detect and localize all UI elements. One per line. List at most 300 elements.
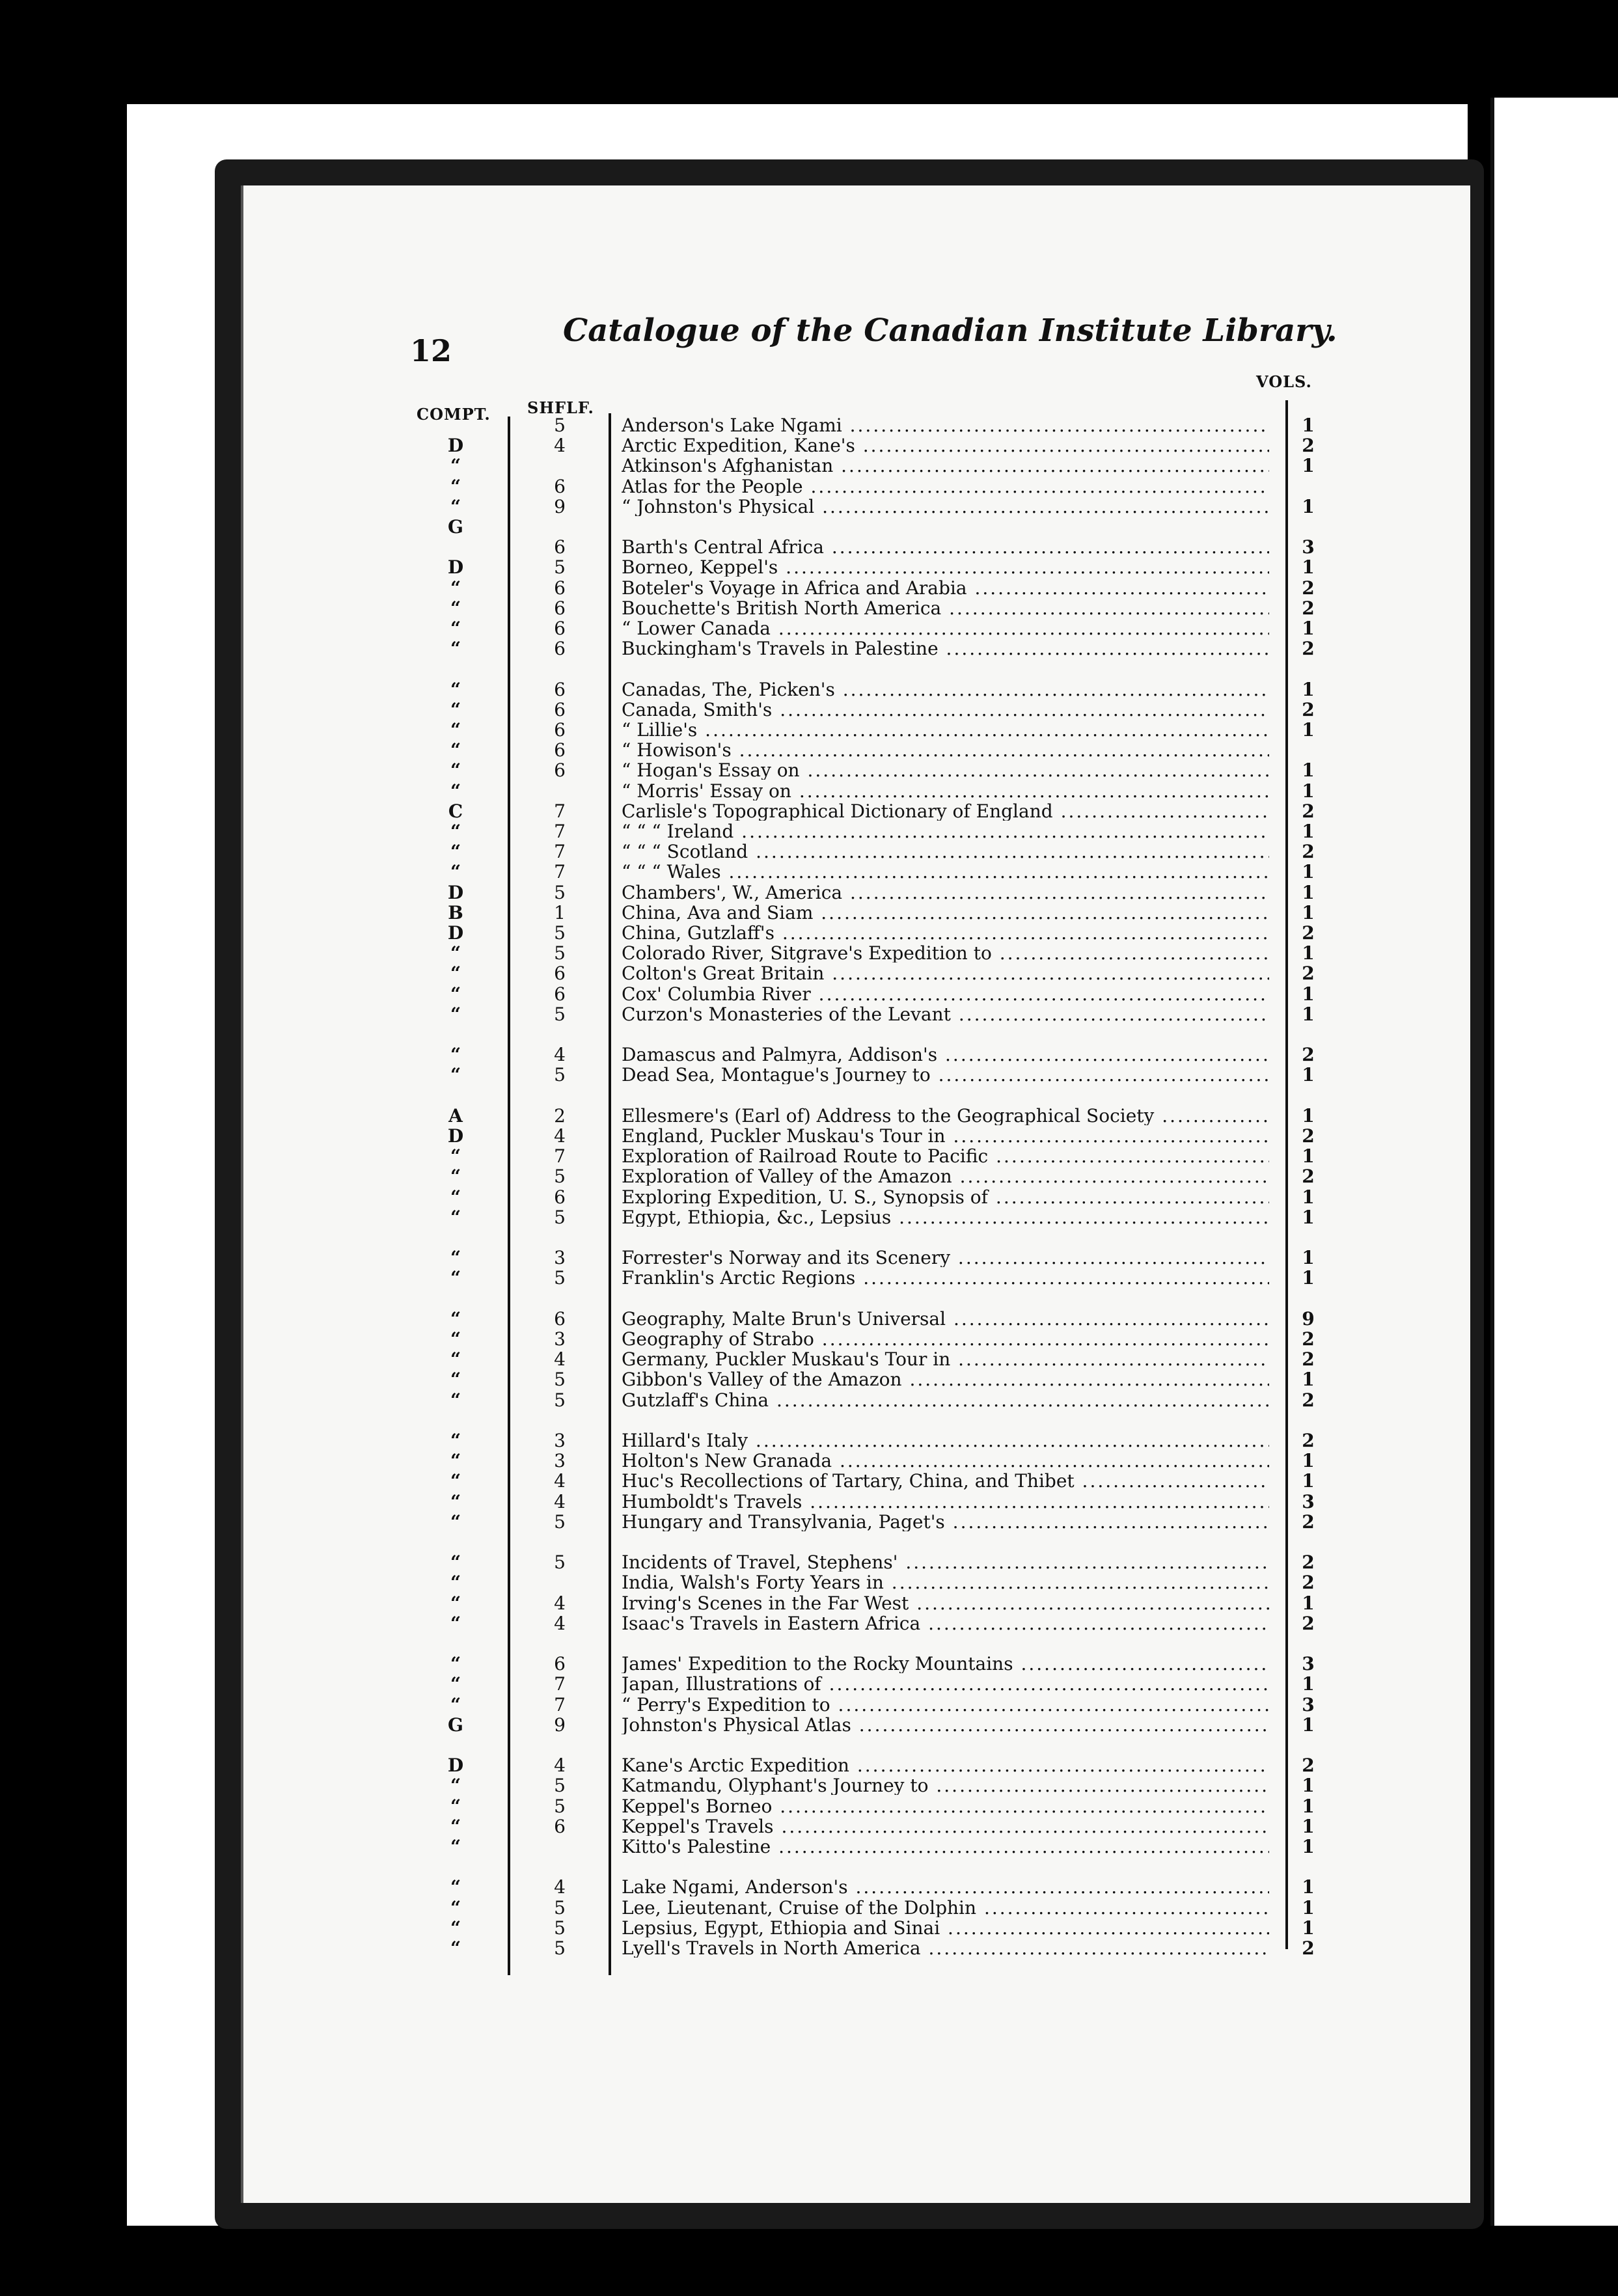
title-cell: Exploration of Valley of the Amazon ..... [622,1168,1269,1186]
compartment-cell: “ [450,780,461,802]
title-cell: Gibbon's Valley of the Amazon ..... [622,1371,1269,1389]
shelf-cell: 7 [554,821,566,842]
shelf-cell: 4 [554,1592,566,1614]
title-leader [622,1432,1269,1450]
title-leader [622,478,1269,496]
title-cell: India, Walsh's Forty Years in ..... [622,1574,1269,1592]
shelf-cell: 9 [554,496,566,517]
table-row [417,1939,1334,1958]
shelf-cell: 5 [554,1166,566,1187]
title-cell: Kane's Arctic Expedition ..... [622,1756,1269,1775]
title-leader [622,1615,1269,1633]
table-row [417,1574,1334,1592]
title-leader [622,1209,1269,1227]
title-cell: Colorado River, Sitgrave's Expedition to ..... [622,944,1269,963]
compartment-cell: “ [450,821,461,842]
compartment-cell: “ [450,1592,461,1614]
title-leader [622,741,1269,759]
shelf-cell: 4 [554,435,566,456]
table-row [417,1371,1334,1389]
compartment-cell: “ [450,455,461,476]
volumes-cell: 1 [1302,1369,1315,1390]
title-leader [622,944,1269,963]
volumes-cell: 1 [1302,1673,1315,1695]
title-leader [622,1655,1269,1673]
volumes-cell: 2 [1302,1755,1315,1776]
shelf-cell: 6 [554,1308,566,1330]
volumes-cell: 2 [1302,1044,1315,1065]
title-leader [622,1675,1269,1693]
title-leader [622,1066,1269,1084]
table-row [417,1087,1334,1105]
title-leader [622,1533,1269,1551]
title-leader [622,620,1269,638]
volumes-cell: 1 [1302,1897,1315,1919]
title-leader [622,1818,1269,1836]
volumes-cell: 1 [1302,1816,1315,1837]
title-cell: Hillard's Italy ..... [622,1432,1269,1450]
compartment-cell: “ [450,1267,461,1289]
shelf-cell: 4 [554,1755,566,1776]
compartment-cell: “ [450,1673,461,1695]
compartment-cell: “ [450,1937,461,1959]
volumes-cell: 1 [1302,1876,1315,1898]
title-leader [622,1777,1269,1795]
shelf-cell: 5 [554,1389,566,1411]
title-cell: “ Johnston's Physical ..... [622,498,1269,516]
volumes-cell: 1 [1302,861,1315,882]
table-row [417,1818,1334,1836]
shelf-cell: 4 [554,1125,566,1147]
table-row [417,620,1334,638]
table-row [417,681,1334,699]
title-leader [622,863,1269,881]
title-cell: Geography of Strabo ..... [622,1330,1269,1348]
compartment-cell: “ [450,1694,461,1715]
title-cell: Germany, Puckler Muskau's Tour in ..... [622,1350,1269,1369]
title-cell: “ Howison's ..... [622,741,1269,759]
title-cell: Arctic Expedition, Kane's ..... [622,437,1269,455]
shelf-cell: 5 [554,1917,566,1939]
shelf-cell: 5 [554,415,566,436]
title-leader [622,1026,1269,1044]
volumes-cell: 1 [1302,1267,1315,1289]
shelf-cell: 7 [554,841,566,862]
table-row [417,1066,1334,1084]
title-leader [622,1330,1269,1348]
volumes-cell: 1 [1302,1796,1315,1817]
column-header-shelf: SHFLF. [527,398,594,417]
compartment-cell: “ [450,638,461,659]
table-row [417,518,1334,536]
title-leader [622,924,1269,942]
table-row [417,1615,1334,1633]
page-number: 12 [410,333,452,368]
table-row [417,457,1334,475]
volumes-cell: 1 [1302,618,1315,639]
compartment-cell: “ [450,679,461,700]
title-leader [622,1594,1269,1613]
shelf-cell: 5 [554,1267,566,1289]
table-row [417,417,1334,435]
title-leader [622,1838,1269,1856]
compartment-cell: G [448,1714,463,1736]
volumes-cell: 2 [1302,1348,1315,1370]
table-row [417,1736,1334,1755]
shelf-cell: 5 [554,1796,566,1817]
volumes-cell: 1 [1302,1105,1315,1127]
compartment-cell: “ [450,577,461,599]
shelf-cell: 6 [554,1186,566,1208]
title-leader [622,1452,1269,1470]
title-leader [622,1310,1269,1328]
volumes-cell: 1 [1302,1186,1315,1208]
shelf-cell: 6 [554,476,566,497]
table-row [417,802,1334,821]
compartment-cell: G [448,516,463,538]
title-cell: Buckingham's Travels in Palestine ..... [622,640,1269,658]
title-leader [622,681,1269,699]
title-leader [622,904,1269,922]
shelf-cell: 6 [554,577,566,599]
table-row [417,904,1334,922]
table-row [417,1756,1334,1775]
table-row [417,1188,1334,1207]
shelf-cell: 1 [554,902,566,923]
volumes-cell: 1 [1302,1836,1315,1857]
volumes-cell: 2 [1302,1551,1315,1573]
title-leader [622,1350,1269,1369]
title-leader [622,660,1269,678]
title-leader [622,1696,1269,1714]
compartment-cell: “ [450,1328,461,1350]
table-row [417,964,1334,983]
title-cell: Atkinson's Afghanistan ..... [622,457,1269,475]
table-row [417,1533,1334,1551]
volumes-cell: 1 [1302,719,1315,741]
table-row [417,1209,1334,1227]
shelf-cell: 5 [554,1207,566,1228]
title-leader [622,1005,1269,1024]
volumes-cell: 1 [1302,1714,1315,1736]
volumes-cell: 1 [1302,942,1315,964]
title-cell: Exploring Expedition, U. S., Synopsis of ..... [622,1188,1269,1207]
volumes-cell: 1 [1302,1247,1315,1268]
facing-page-edge [1490,98,1618,2226]
title-leader [622,498,1269,516]
table-row [417,1655,1334,1673]
table-row [417,1797,1334,1816]
compartment-cell: “ [450,1816,461,1837]
compartment-cell: D [447,1125,464,1147]
table-row [417,1452,1334,1470]
volumes-cell: 1 [1302,902,1315,923]
shelf-cell: 5 [554,1897,566,1919]
shelf-cell: 6 [554,699,566,720]
compartment-cell: C [448,800,463,822]
volumes-cell: 1 [1302,496,1315,517]
shelf-cell: 3 [554,1328,566,1350]
title-cell: Carlisle's Topographical Dictionary of England ..... [622,802,1269,821]
table-row [417,1168,1334,1186]
table-row [417,538,1334,556]
volumes-cell: 2 [1302,841,1315,862]
title-cell: Katmandu, Olyphant's Journey to ..... [622,1777,1269,1795]
title-cell: Lyell's Travels in North America ..... [622,1939,1269,1958]
volumes-cell: 1 [1302,1207,1315,1228]
title-leader [622,538,1269,556]
compartment-cell: “ [450,1389,461,1411]
volumes-cell: 1 [1302,1917,1315,1939]
compartment-cell: “ [450,1491,461,1512]
compartment-cell: “ [450,699,461,720]
volumes-cell: 2 [1302,638,1315,659]
volumes-cell: 1 [1302,821,1315,842]
table-row [417,701,1334,719]
shelf-cell: 6 [554,963,566,984]
volumes-cell: 1 [1302,983,1315,1005]
volumes-cell: 2 [1302,1430,1315,1451]
compartment-cell: “ [450,618,461,639]
table-row [417,660,1334,678]
table-row [417,599,1334,618]
title-leader [622,1899,1269,1917]
title-leader [622,1716,1269,1734]
table-row [417,823,1334,841]
title-cell: Keppel's Borneo ..... [622,1797,1269,1816]
title-leader [622,985,1269,1004]
volumes-cell: 3 [1302,1694,1315,1715]
title-cell: “ “ “ Wales ..... [622,863,1269,881]
title-cell: Canadas, The, Picken's ..... [622,681,1269,699]
volumes-cell: 2 [1302,1613,1315,1634]
volumes-cell: 2 [1302,1328,1315,1350]
shelf-cell: 5 [554,556,566,578]
table-row [417,1026,1334,1044]
compartment-cell: “ [450,719,461,741]
title-cell: Anderson's Lake Ngami ..... [622,417,1269,435]
table-row [417,843,1334,861]
title-cell: “ Hogan's Essay on ..... [622,761,1269,780]
volumes-cell: 2 [1302,435,1315,456]
title-leader [622,964,1269,983]
title-cell: Japan, Illustrations of ..... [622,1675,1269,1693]
table-row [417,944,1334,963]
title-leader [622,1046,1269,1064]
compartment-cell: “ [450,1004,461,1025]
table-row [417,741,1334,759]
volumes-cell: 2 [1302,1511,1315,1533]
volumes-cell: 1 [1302,780,1315,802]
table-row [417,1005,1334,1024]
compartment-cell: “ [450,739,461,761]
title-cell: Egypt, Ethiopia, &c., Lepsius ..... [622,1209,1269,1227]
table-row [417,1046,1334,1064]
table-row [417,1493,1334,1511]
volumes-cell: 1 [1302,455,1315,476]
volumes-cell: 1 [1302,759,1315,781]
compartment-cell: D [447,435,464,456]
shelf-cell: 4 [554,1348,566,1370]
title-leader [622,417,1269,435]
shelf-cell: 5 [554,882,566,903]
table-row [417,1899,1334,1917]
title-cell: Lake Ngami, Anderson's ..... [622,1878,1269,1896]
title-leader [622,1249,1269,1267]
shelf-cell: 6 [554,1653,566,1674]
compartment-cell: “ [450,983,461,1005]
title-cell: “ “ “ Ireland ..... [622,823,1269,841]
title-cell: England, Puckler Muskau's Tour in ..... [622,1127,1269,1145]
compartment-cell: D [447,882,464,903]
title-cell: “ Perry's Expedition to ..... [622,1696,1269,1714]
table-row [417,1675,1334,1693]
compartment-cell: “ [450,1186,461,1208]
table-row [417,1696,1334,1714]
volumes-cell: 1 [1302,556,1315,578]
shelf-cell: 5 [554,1937,566,1959]
table-row [417,1350,1334,1369]
table-row [417,1472,1334,1490]
title-cell: Johnston's Physical Atlas ..... [622,1716,1269,1734]
title-leader [622,1736,1269,1755]
title-cell: Humboldt's Travels ..... [622,1493,1269,1511]
table-row [417,1919,1334,1937]
compartment-cell: “ [450,1247,461,1268]
compartment-cell: “ [450,597,461,619]
title-leader [622,802,1269,821]
shelf-cell: 6 [554,1816,566,1837]
title-cell: Damascus and Palmyra, Addison's ..... [622,1046,1269,1064]
title-leader [622,1127,1269,1145]
title-cell: Holton's New Granada ..... [622,1452,1269,1470]
table-row [417,498,1334,516]
shelf-cell: 6 [554,618,566,639]
title-leader [622,1919,1269,1937]
title-leader [622,1553,1269,1572]
compartment-cell: “ [450,1511,461,1533]
title-leader [622,457,1269,475]
title-cell: Exploration of Railroad Route to Pacific ..... [622,1147,1269,1166]
table-row [417,1127,1334,1145]
table-row [417,924,1334,942]
table-row [417,437,1334,455]
shelf-cell: 4 [554,1044,566,1065]
volumes-cell: 1 [1302,679,1315,700]
title-cell: Lee, Lieutenant, Cruise of the Dolphin ..... [622,1899,1269,1917]
shelf-cell: 5 [554,1511,566,1533]
compartment-cell: “ [450,1207,461,1228]
shelf-cell: 5 [554,1064,566,1086]
compartment-cell: “ [450,1369,461,1390]
shelf-cell: 7 [554,1145,566,1167]
volumes-cell: 2 [1302,963,1315,984]
table-row [417,579,1334,597]
title-leader [622,1493,1269,1511]
compartment-cell: “ [450,1430,461,1451]
title-leader [622,761,1269,780]
volumes-cell: 1 [1302,415,1315,436]
compartment-cell: “ [450,1897,461,1919]
title-leader [622,437,1269,455]
title-cell: Forrester's Norway and its Scenery ..... [622,1249,1269,1267]
title-leader [622,721,1269,739]
compartment-cell: “ [450,759,461,781]
shelf-cell: 7 [554,1694,566,1715]
compartment-cell: “ [450,1876,461,1898]
title-leader [622,884,1269,902]
shelf-cell: 6 [554,679,566,700]
shelf-cell: 6 [554,719,566,741]
shelf-cell: 3 [554,1430,566,1451]
title-leader [622,1412,1269,1430]
title-cell: Boteler's Voyage in Africa and Arabia ..... [622,579,1269,597]
title-cell: Canada, Smith's ..... [622,701,1269,719]
table-row [417,1553,1334,1572]
title-cell: “ Lower Canada ..... [622,620,1269,638]
table-row [417,1229,1334,1247]
compartment-cell: “ [450,1166,461,1187]
title-cell: China, Ava and Siam ..... [622,904,1269,922]
table-row [417,1147,1334,1166]
title-leader [622,1756,1269,1775]
shelf-cell: 6 [554,536,566,558]
table-row [417,1878,1334,1896]
shelf-cell: 6 [554,759,566,781]
title-cell: Incidents of Travel, Stephens' ..... [622,1553,1269,1572]
column-header-compartment: COMPT. [417,405,491,424]
compartment-cell: “ [450,841,461,862]
shelf-cell: 7 [554,1673,566,1695]
shelf-cell: 5 [554,1551,566,1573]
title-leader [622,1797,1269,1816]
table-row [417,782,1334,800]
title-cell: Geography, Malte Brun's Universal ..... [622,1310,1269,1328]
shelf-cell: 2 [554,1105,566,1127]
compartment-cell: “ [450,1308,461,1330]
title-cell: Hungary and Transylvania, Paget's ..... [622,1513,1269,1531]
title-leader [622,823,1269,841]
volumes-cell: 9 [1302,1308,1315,1330]
title-leader [622,599,1269,618]
volumes-cell: 3 [1302,536,1315,558]
compartment-cell: “ [450,1572,461,1593]
table-row [417,1838,1334,1856]
title-cell: Huc's Recollections of Tartary, China, and Thibet ..... [622,1472,1269,1490]
table-row [417,863,1334,881]
volumes-cell: 2 [1302,1572,1315,1593]
title-cell: Cox' Columbia River ..... [622,985,1269,1004]
compartment-cell: D [447,922,464,944]
compartment-cell: “ [450,496,461,517]
table-row [417,761,1334,780]
title-leader [622,701,1269,719]
title-leader [622,1107,1269,1125]
title-leader [622,782,1269,800]
volumes-cell: 1 [1302,1592,1315,1614]
title-leader [622,1371,1269,1389]
title-leader [622,843,1269,861]
shelf-cell: 5 [554,1004,566,1025]
title-cell: “ Morris' Essay on ..... [622,782,1269,800]
title-cell: Atlas for the People ..... [622,478,1269,496]
volumes-cell: 1 [1302,1775,1315,1796]
shelf-cell: 4 [554,1470,566,1492]
compartment-cell: “ [450,1470,461,1492]
title-leader [622,1513,1269,1531]
volumes-cell: 2 [1302,577,1315,599]
title-leader [622,1087,1269,1105]
